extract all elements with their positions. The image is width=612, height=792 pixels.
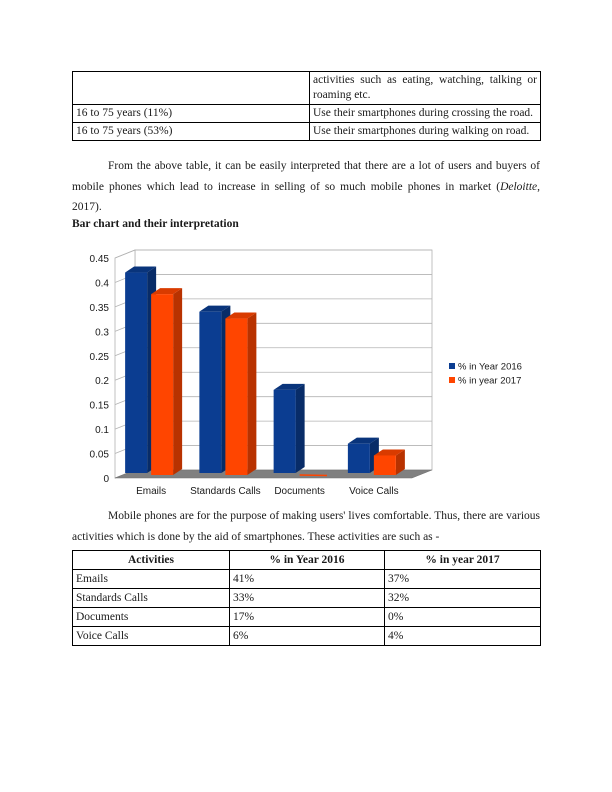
paragraph-text: From the above table, it can be easily interpreted that there are a lot of users and buyers of mobile phones which lead to increase in selling of so much mobile phones in market ( [72,160,540,193]
y-tick-label: 0.45 [89,254,109,265]
table-row [73,123,541,141]
paragraph-text-end: , 2017). [72,180,540,213]
table-row [73,627,541,646]
activities-table [72,550,541,646]
table-header: Activities [73,551,230,570]
x-tick-label: Documents [274,486,325,497]
y-tick-label: 0.4 [95,278,109,290]
table-cell: Voice Calls [73,627,230,646]
table-cell: 41% [230,570,385,589]
chart-x-axis [136,486,398,497]
chart-bar-front [374,455,396,475]
citation-author: Deloitte [500,180,538,193]
legend-label: % in Year 2016 [458,361,522,373]
chart-bar-side [173,288,182,475]
table-row [73,105,541,123]
table-row [73,589,541,608]
table-row [73,570,541,589]
chart-bar-front [125,273,147,473]
y-tick-label: 0.2 [95,376,109,388]
x-tick-label: Standards Calls [190,486,261,497]
top-table [72,71,541,141]
table-cell: Emails [73,570,230,589]
table-cell: activities such as eating, watching, talking or roaming etc. [310,72,541,105]
table-cell: 16 to 75 years (53%) [73,123,310,141]
y-tick-label: 0.15 [89,400,109,412]
y-tick-label: 0.25 [89,351,109,363]
chart-bar-front [348,444,370,473]
table-header: % in year 2017 [385,551,541,570]
x-tick-label: Voice Calls [349,486,399,497]
chart-bar--in-year-2017-2 [300,475,327,476]
paragraph-interpretation [72,156,540,218]
legend-label: % in year 2017 [458,375,522,387]
chart-bar-front [199,312,221,473]
legend-swatch [449,377,455,383]
table-cell: 16 to 75 years (11%) [73,105,310,123]
y-tick-label: 0.3 [95,327,109,339]
table-cell: 32% [385,589,541,608]
chart-bar [274,384,305,473]
bar-chart [80,245,540,505]
chart-bar [374,449,405,475]
chart-bar-side [296,384,305,473]
chart-legend [449,362,522,387]
chart-bar-side [247,313,256,475]
table-cell: 17% [230,608,385,627]
table-cell: 0% [385,608,541,627]
table-cell: 4% [385,627,541,646]
chart-bar [151,288,182,475]
table-cell: Standards Calls [73,589,230,608]
table-cell: 6% [230,627,385,646]
table-cell: Use their smartphones during walking on road. [310,123,541,141]
y-tick-label: 0.35 [89,302,109,314]
chart-bar [225,313,256,475]
chart-y-axis [90,254,110,485]
table-row [73,608,541,627]
table-header: % in Year 2016 [230,551,385,570]
section-heading: Bar chart and their interpretation [72,218,239,230]
chart-bar-front [274,390,296,473]
paragraph-activities: Mobile phones are for the purpose of making users' lives comfortable. Thus, there are various activities which is done by the aid of smartphones. These activities are such as - [72,510,540,543]
table-cell: 37% [385,570,541,589]
x-tick-label: Emails [136,486,167,497]
table-header-row [73,551,541,570]
table-cell: Use their smartphones during crossing the road. [310,105,541,123]
legend-swatch [449,363,455,369]
chart-bar-front [151,294,173,475]
y-tick-label: 0 [103,474,109,485]
y-tick-label: 0.05 [89,449,109,461]
table-cell [73,72,310,105]
chart-bar-front [225,319,247,475]
table-cell: 33% [230,589,385,608]
table-row [73,72,541,105]
y-tick-label: 0.1 [95,425,109,437]
table-cell: Documents [73,608,230,627]
